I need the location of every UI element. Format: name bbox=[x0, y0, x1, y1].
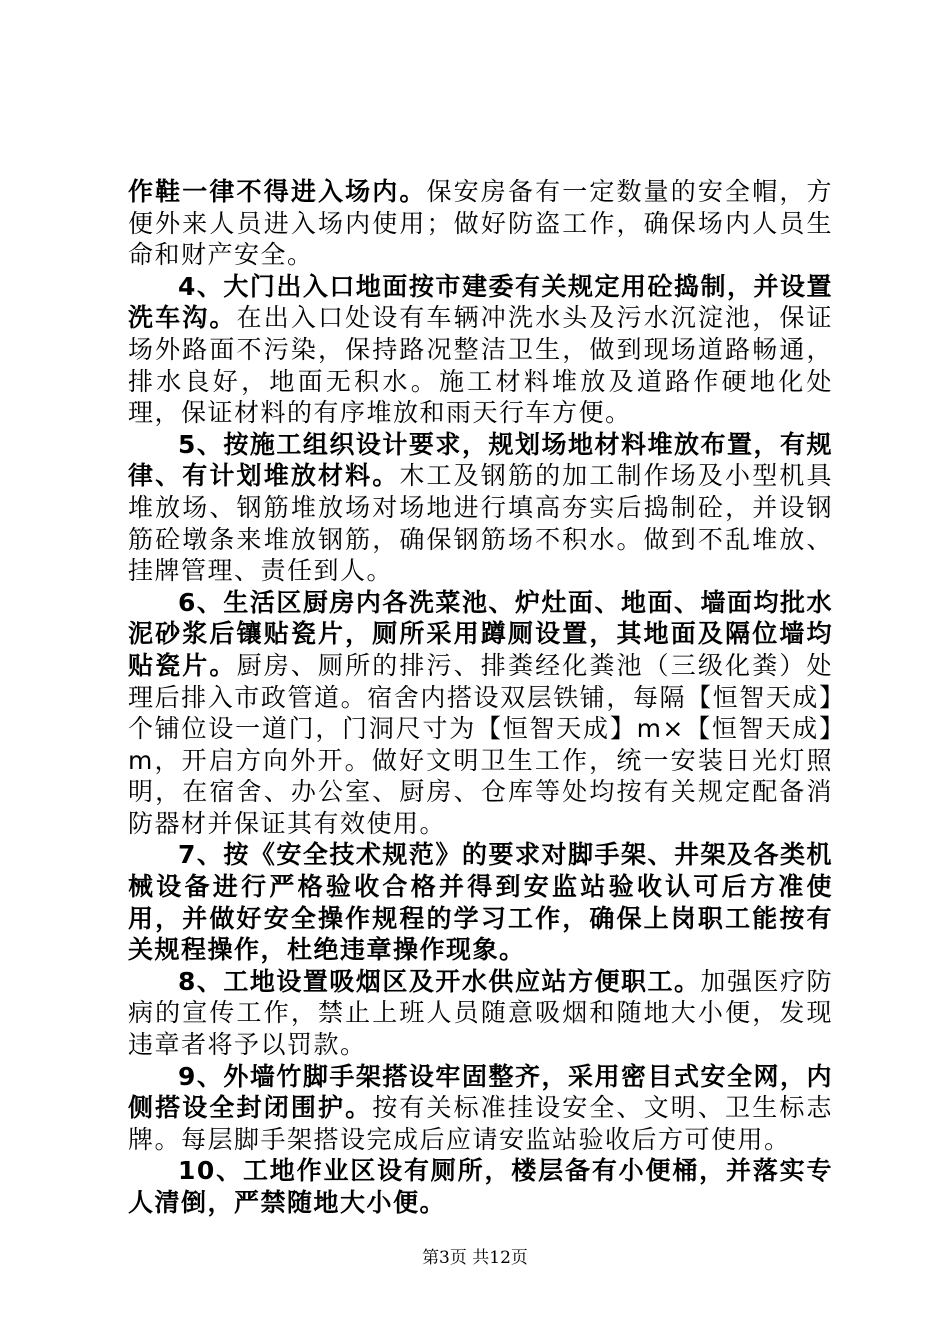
paragraph-item-4: 4、大门出入口地面按市建委有关规定用砼捣制，并设置洗车沟。在出入口处设有车辆冲洗水头及污水沉淀池，保证场外路面不污染，保持路况整洁卫生，做到现场道路畅通，排水良好，地面无积水。施工材料堆放及道路作硬地化处理，保证材料的有序堆放和雨天行车方便。 bbox=[128, 271, 833, 428]
document-body bbox=[128, 176, 833, 1219]
page-footer: 第3页 共12页 bbox=[422, 1248, 528, 1268]
paragraph-item-9: 9、外墙竹脚手架搭设牢固整齐，采用密目式安全网，内侧搭设全封闭围护。按有关标准挂设安全、文明、卫生标志牌。每层脚手架搭设完成后应请安监站验收后方可使用。 bbox=[128, 1061, 833, 1154]
paragraph-item-5: 5、按施工组织设计要求，规划场地材料堆放布置，有规律、有计划堆放材料。木工及钢筋的加工制作场及小型机具堆放场、钢筋堆放场对场地进行填高夯实后捣制砼，并设钢筋砼墩条来堆放钢筋，确保钢筋场不积水。做到不乱堆放、挂牌管理、责任到人。 bbox=[128, 429, 833, 586]
paragraph-item-8: 8、工地设置吸烟区及开水供应站方便职工。加强医疗防病的宣传工作，禁止上班人员随意吸烟和随地大小便，发现违章者将予以罚款。 bbox=[128, 966, 833, 1060]
paragraph-item-7: 7、按《安全技术规范》的要求对脚手架、井架及各类机械设备进行严格验收合格并得到安监站验收认可后方准使用，并做好安全操作规程的学习工作，确保上岗职工能按有关规程操作，杜绝违章操作现象。 bbox=[128, 840, 833, 965]
paragraph-item-10: 10、工地作业区设有厕所，楼层备有小便桶，并落实专人清倒，严禁随地大小便。 bbox=[128, 1156, 833, 1217]
paragraph-continuation: 作鞋一律不得进入场内。保安房备有一定数量的安全帽，方便外来人员进入场内使用；做好防盗工作，确保场内人员生命和财产安全。 bbox=[128, 177, 833, 270]
paragraph-item-6: 6、生活区厨房内各洗菜池、炉灶面、地面、墙面均批水泥砂浆后镶贴瓷片，厕所采用蹲厕设置，其地面及隔位墙均贴瓷片。厨房、厕所的排污、排粪经化粪池（三级化粪）处理后排入市政管道。宿舍内搭设双层铁铺，每隔【恒智天成】个铺位设一道门，门洞尺寸为【恒智天成】m×【恒智天成】m，开启方向外开。做好文明卫生工作，统一安装日光灯照明，在宿舍、办公室、厨房、仓库等处均按有关规定配备消防器材并保证其有效使用。 bbox=[128, 587, 833, 838]
